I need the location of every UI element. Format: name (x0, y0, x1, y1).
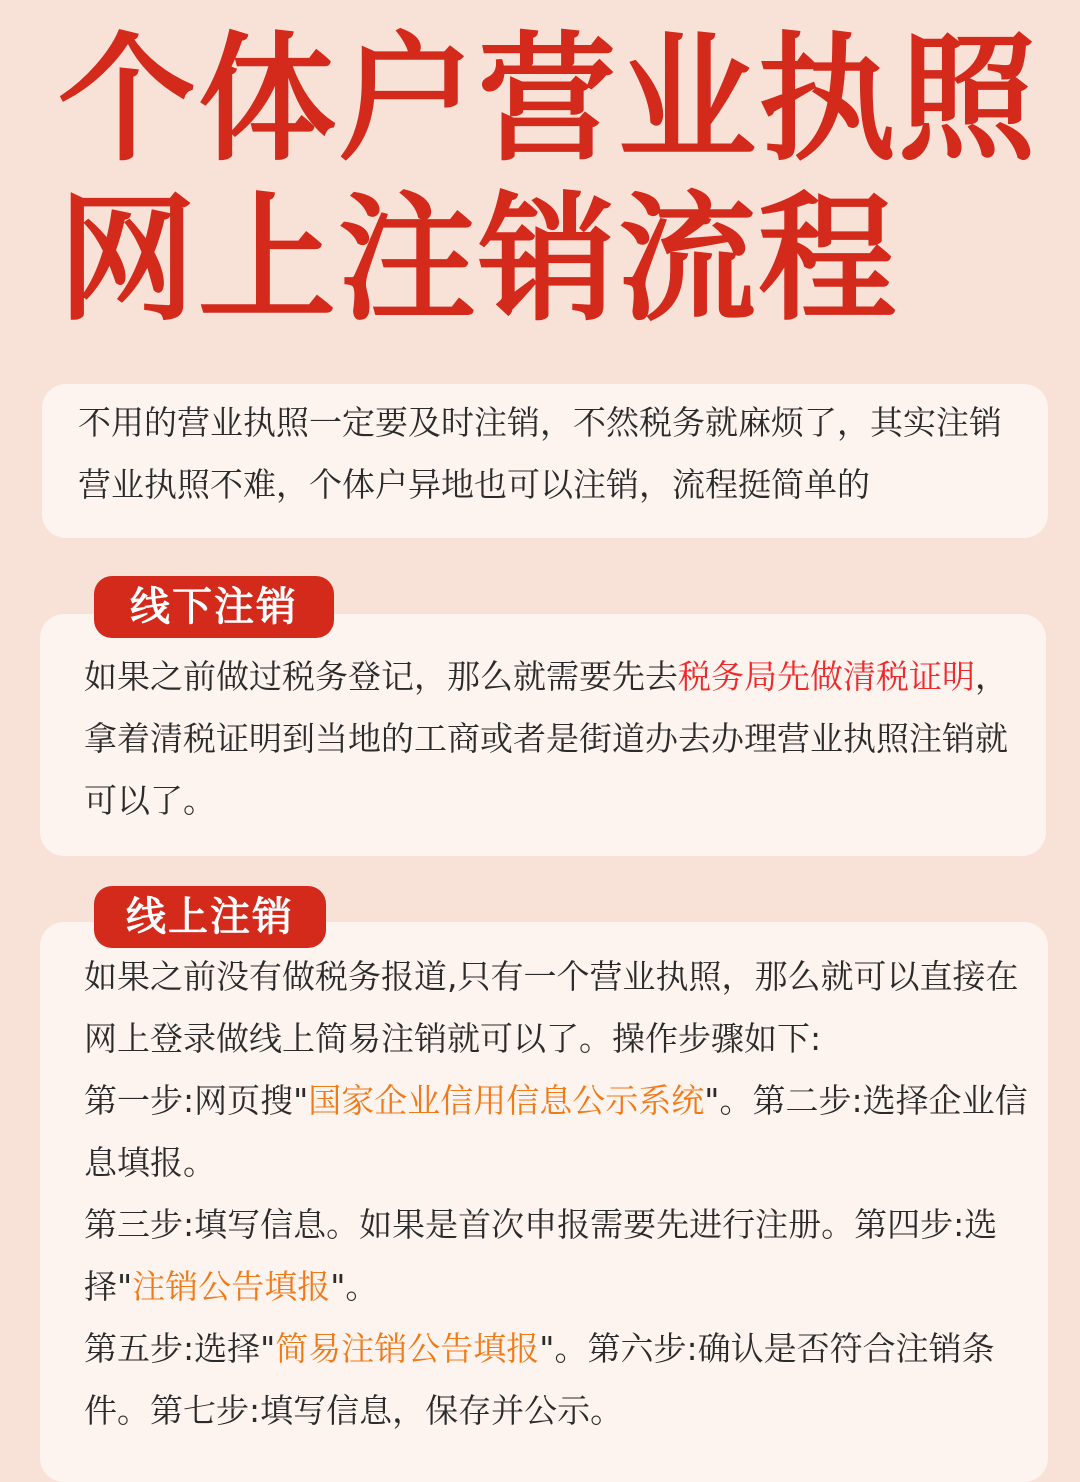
online-paragraph-2 (84, 1070, 1034, 1194)
offline-description (84, 646, 1014, 832)
online-description (84, 946, 1034, 1442)
step-5-highlight: 简易注销公告填报 (275, 1329, 540, 1368)
online-paragraph-3 (84, 1194, 1034, 1318)
offline-highlight: 税务局先做清税证明 (678, 657, 975, 696)
offline-text-before: 如果之前做过税务登记，那么就需要先去 (84, 657, 678, 696)
title-line-2: 网上注销流程 (58, 179, 899, 340)
intro-text: 不用的营业执照一定要及时注销，不然税务就麻烦了，其实注销营业执照不难，个体户异地也可以注销，流程挺简单的 (78, 403, 1002, 504)
offline-text-after: ，拿着清税证明到当地的工商或者是街道办去办理营业执照注销就可以了。 (84, 657, 1008, 820)
step-1-highlight: 国家企业信用信息公示系统 (308, 1081, 705, 1120)
step-5-text: 第五步:选择" (84, 1329, 276, 1368)
intro-card (42, 384, 1048, 538)
online-paragraph-1: 如果之前没有做税务报道,只有一个营业执照，那么就可以直接在网上登录做线上简易注销就可以了。操作步骤如下: (84, 957, 1019, 1058)
step-4-highlight: 注销公告填报 (132, 1267, 331, 1306)
step-1-text: 第一步:网页搜" (84, 1081, 309, 1120)
online-section-tag: 线上注销 (94, 886, 326, 948)
page-title (58, 20, 1038, 340)
step-2-text: "。第二步:选择企业信息填报。 (84, 1081, 1028, 1182)
online-paragraph-4 (84, 1318, 1034, 1442)
step-6-7-text: "。第六步:确认是否符合注销条件。第七步:填写信息，保存并公示。 (84, 1329, 995, 1430)
title-line-1: 个体户营业执照 (58, 19, 1039, 180)
step-3-text: 第三步:填写信息。如果是首次申报需要先进行注册。第四步:选择" (84, 1205, 998, 1306)
online-section-card (40, 922, 1048, 1482)
step-4-close: "。 (330, 1267, 379, 1306)
offline-section-tag: 线下注销 (94, 576, 334, 638)
offline-section-card (40, 614, 1046, 856)
